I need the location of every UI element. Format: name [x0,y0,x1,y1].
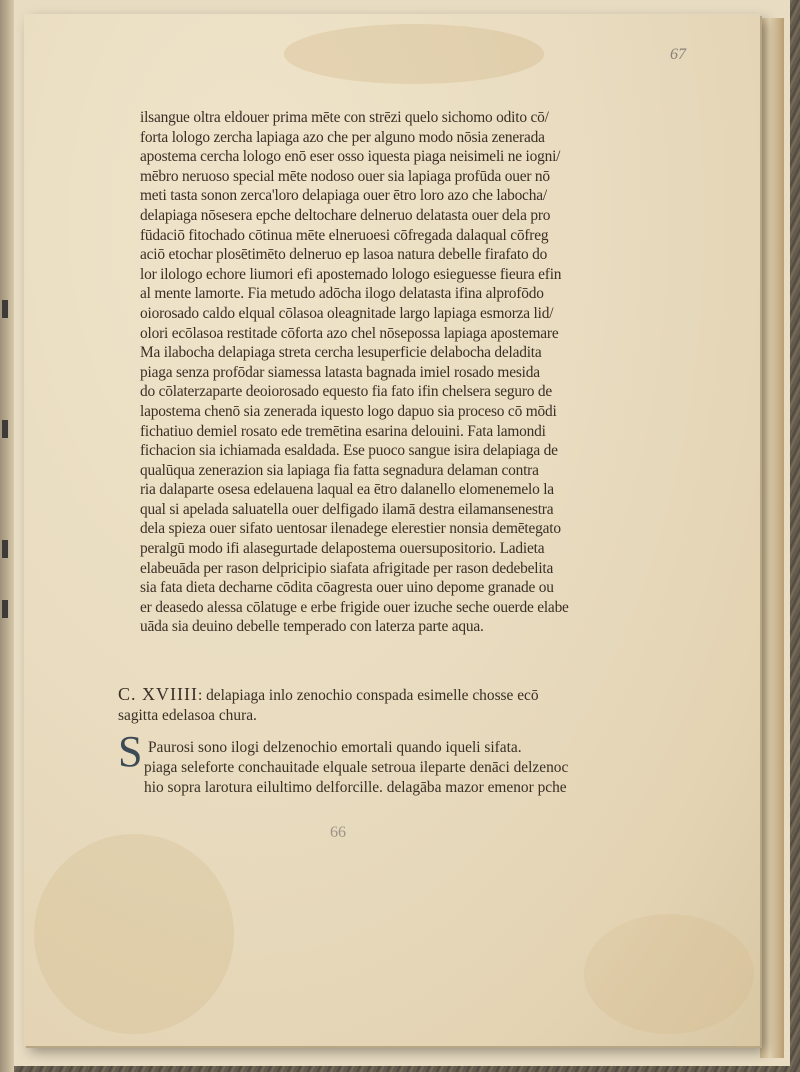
corner-page-number: 67 [670,46,686,63]
text-line: mēbro neruoso special mēte nodoso ouer sia lapiaga profūda ouer nō [140,167,550,185]
text-line: ilsangue oltra eldouer prima mēte con strēzi quelo sichomo odito cō/ [140,109,549,126]
chapter-title: : delapiaga inlo zenochio conspada esimelle chosse ecō [197,687,539,704]
text-line: lapostema chenō sia zenerada iquesto logo dapuo sia proceso cō mōdi [140,402,557,420]
page-stack-edge [760,18,784,1058]
body-text [140,108,610,637]
text-line: forta lologo zercha lapiaga azo che per alguno modo nōsia zenerada [140,128,545,146]
text-line: piaga seleforte conchauitade elquale setroua ileparte denāci delzenoc [144,759,569,776]
text-line: oiorosado caldo elqual cōlasoa oleagnitade largo lapiaga esmorza lid/ [140,304,554,322]
paper-stain [34,834,234,1034]
text-line: fichatiuo demiel rosato ede tremētina esarina delouini. Fata lamondi [140,422,546,440]
text-line: al mente lamorte. Fia metudo adōcha ilogo delatasta ifina alprofōdo [140,285,544,303]
paper-stain [284,24,544,84]
text-line: ria dalaparte osesa edelauena laqual ea ētro dalanello elomenemelo la [140,481,554,499]
text-line: uāda sia deuino debelle temperado con laterza parte aqua. [140,618,484,636]
text-line: lor ilologo echore liumori efi apostemado lologo esieguesse fieura efin [140,265,562,283]
text-line: elabeuāda per rason delpricipio siafata afrigitade per rason dedebelita [140,559,554,577]
chapter-heading [118,684,618,726]
text-line: Ma ilabocha delapiaga streta cercha lesuperficie delabocha deladita [140,344,542,362]
text-line: qualūqua zenerazion sia lapiaga fia fatta segnadura delaman contra [140,461,539,479]
text-line: olori ecōlasoa restitade cōforta azo chel nōsepossa lapiaga apostemare [140,324,559,342]
text-line: hio sopra larotura eilultimo delforcille. delagāba mazor emenor pche [144,779,567,796]
binding-tab [2,300,8,318]
chapter-heading-line [118,684,618,706]
text-line: qual si apelada saluatella ouer delfigado ilamā destra eilamansenestra [140,500,554,518]
binding-tab [2,540,8,558]
text-line: piaga senza profōdar siamessa latasta bagnada imiel rosado mesida [140,363,540,381]
binding-tab [2,600,8,618]
initial-letter: S [118,727,143,776]
text-line: peralgū modo ifi alasegurtade delapostema ouersupositorio. Ladieta [140,540,545,558]
paper-stain [584,914,754,1034]
text-line: apostema cercha lologo enō eser osso iquesta piaga neisimeli ne iogni/ [140,148,561,166]
chapter-title-continued: sagitta edelasoa chura. [118,707,257,724]
folio-number: 66 [330,824,346,841]
text-line: aciō etochar plosētimēto delneruo ep lasoa natura debelle firafato do [140,246,548,264]
text-line: Paurosi sono ilogi delzenochio emortali quando iqueli sifata. [148,739,522,756]
text-line: fūdaciō fitochado cōtinua mēte elneruoesi cōfregada dalaqual cōfreg [140,226,549,244]
text-line: meti tasta sonon zerca'loro delapiaga ouer ētro loro azo che labocha/ [140,187,547,205]
binding-tab [2,420,8,438]
text-line: er deasedo alessa cōlatuge e erbe frigide ouer izuche seche ouerde elabe [140,598,569,616]
text-line: fichacion sia ichiamada esaldada. Ese puoco sangue isira delapiaga de [140,442,558,460]
chapter-number: C. XVIIII [118,684,198,704]
text-line: do cōlaterzaparte deoiorosado equesto fia fato ifin chelsera seguro de [140,383,553,401]
text-line: sia fata dieta decharne cōdita cōagresta ouer uino depome granade ou [140,579,554,597]
chapter-paragraph [118,738,618,798]
left-binding-edge [0,0,14,1072]
text-line: dela spieza ouer sifato uentosar ilenadege elerestier nonsia demētegato [140,520,561,538]
text-line: delapiaga nōsesera epche deltochare delneruo delatasta ouer dela pro [140,206,551,224]
